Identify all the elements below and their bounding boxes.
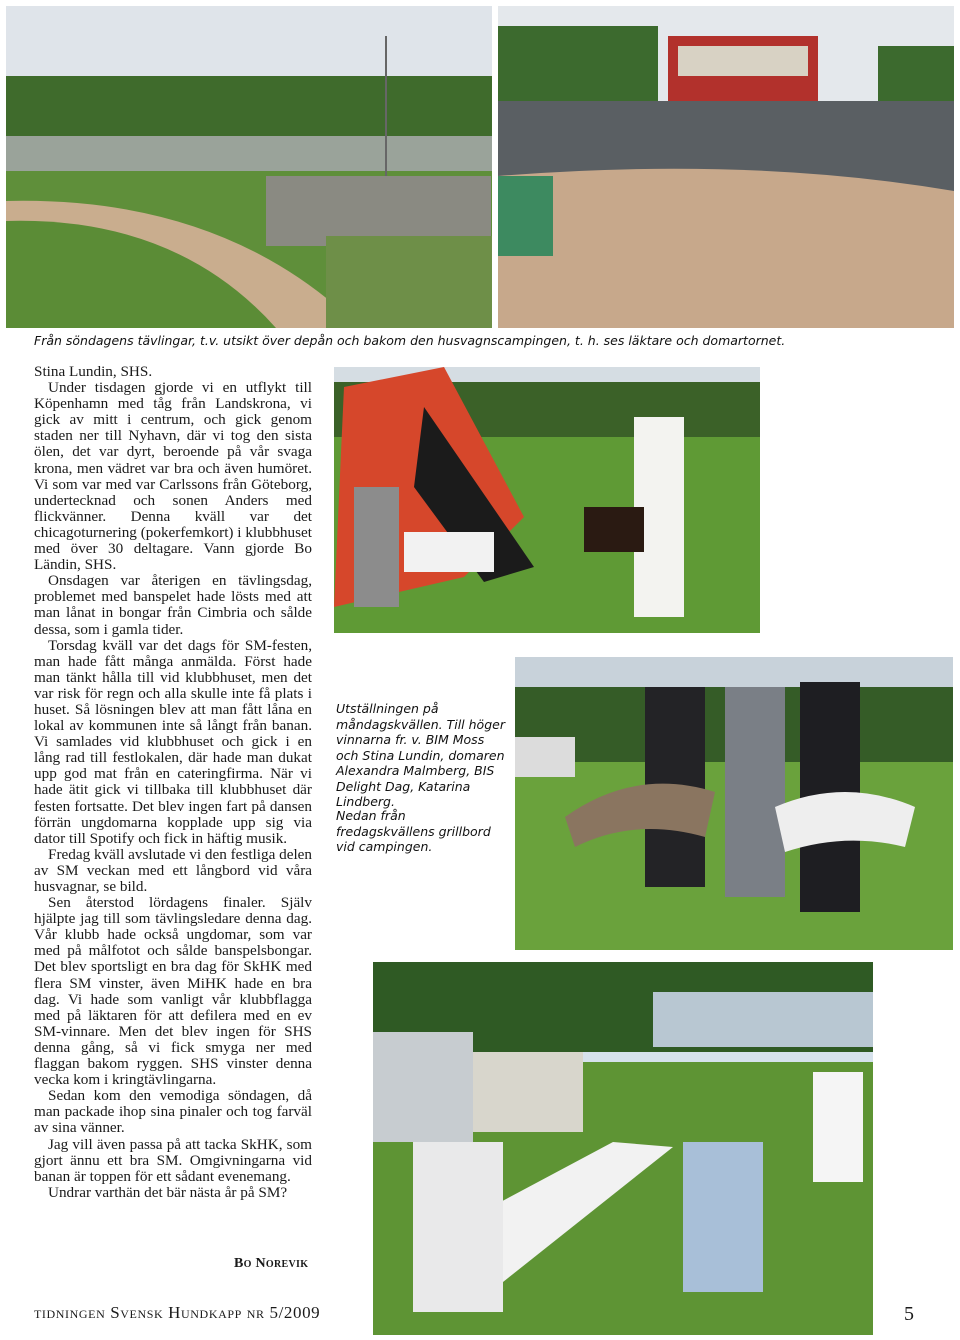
caption-dinner: Nedan från fredagskvällens grillbord vid campingen. bbox=[336, 808, 491, 854]
photo-dinner bbox=[373, 962, 873, 1335]
article-body bbox=[34, 364, 312, 1201]
page-number: 5 bbox=[904, 1303, 914, 1325]
article-paragraph: Sen återstod lördagens finaler. Själv hjälpte jag till som tävlingsledare denna dag. Vår klubb hade också ungdomar, som var med på målfotot och sålde banspelsbongar. Det blev sportsligt en bra dag för SkHK med flera SM vinster, även MiHK hade en bra dag. Vi hade som vanligt vår klubbflagga med på läktaren för att defilera med en ev SM-vinnare. Men det blev ingen för SHS denna gång, så vi fick smyga ner med flaggan bakom ryggen. SHS vinster denna vecka kom i kringtävlingarna. bbox=[34, 894, 312, 1089]
article-paragraph: Torsdag kväll var det dags för SM-festen, man hade fått många anmälda. Först hade man tänkt hålla till vid klubbhuset, men det var risk för regn och alla skulle inte få plats i huset. Så lösningen blev att man fått låna en lokal av kommunen inte så långt från banan. Vi samlades vid klubbhuset och gick i en lång rad till festlokalen, där hade man dukat upp god mat från en cateringfirma. När vi hade ätit gick vi tillbaka till klubbhuset där festen fortsatte. Det blev ingen fart på dansen förrän ungdomarna kopplade upp sig via dator till Spotify och fick in häftig musik. bbox=[34, 636, 312, 847]
article-paragraph: Jag vill även passa på att tacka SkHK, som gjort ännu ett bra SM. Omgivningarna vid banan är toppen för ett sådant evenemang. bbox=[34, 1135, 312, 1185]
article-paragraph: Sedan kom den vemodiga söndagen, då man packade ihop sina pinaler och tog farväl av sina vänner. bbox=[34, 1087, 312, 1137]
publication-footer: tidningen Svensk Hundkapp nr 5/2009 bbox=[34, 1303, 321, 1322]
article-paragraph: Undrar varthän det bär nästa år på SM? bbox=[48, 1183, 288, 1201]
photo-show-table bbox=[334, 367, 760, 633]
author-byline: Bo Norevik bbox=[234, 1256, 309, 1271]
photo-grandstand bbox=[498, 6, 954, 328]
article-paragraph: Fredag kväll avslutade vi den festliga delen av SM veckan med ett långbord vid våra husvagnar, se bild. bbox=[34, 845, 313, 895]
caption-show: Utställningen på måndagskvällen. Till höger vinnarna fr. v. BIM Moss och Stina Lundin, domaren Alexandra Malmberg, BIS Delight Dag, Katarina Lindberg. bbox=[336, 701, 505, 809]
caption-top: Från söndagens tävlingar, t.v. utsikt över depån och bakom den husvagnscampingen, t. h. ses läktare och domartornet. bbox=[34, 333, 786, 348]
photo-track-depot bbox=[6, 6, 492, 328]
article-paragraph: Under tisdagen gjorde vi en utflykt till Köpenhamn med tåg från Landskrona, vi gick av mitt i centrum, och gick genom staden ner till Nyhavn, där vi tog den sista ölen, det var dyrt, beroende på vår svaga krona, men vädret var bra och även humöret. Vi som var med var Carlssons från Göteborg, undertecknad och sonen Anders med flickvänner. Denna kväll var det chicagoturnering (pokerfemkort) i klubbhuset med över 30 deltagare. Vann gjorde Bo Ländin, SHS. bbox=[34, 379, 312, 574]
article-paragraph: Onsdagen var återigen en tävlingsdag, problemet med banspelet hade lösts med att man lånat in bongar från Cimbria och sålde dessa, som i gamla tider. bbox=[34, 572, 312, 638]
article-paragraph: Stina Lundin, SHS. bbox=[34, 363, 153, 380]
photo-show-winners bbox=[515, 657, 953, 950]
